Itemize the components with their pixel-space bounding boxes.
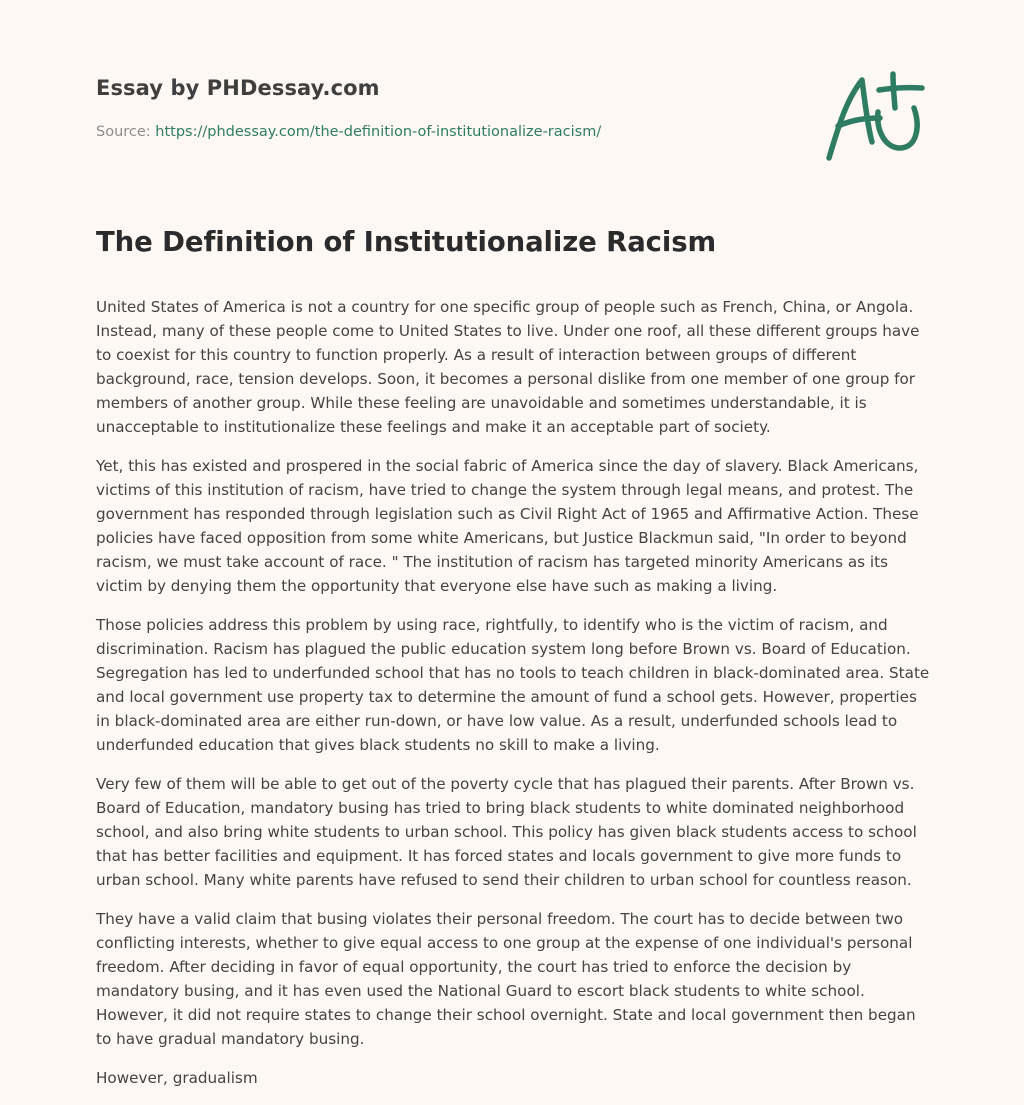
- essay-paragraph: United States of America is not a country for one specific group of people such as French, China, or Angola. Instead, many of these people come to United States to live. Under one roof, all these different groups have to coexist for this country to function properly. As a result of interaction between groups of different background, race, tension develops. Soon, it becomes a personal dislike from one member of one group for members of another group. While these feeling are unavoidable and sometimes understandable, it is unacceptable to institutionalize these feelings and make it an acceptable part of society.: [96, 298, 920, 436]
- essay-paragraph: They have a valid claim that busing violates their personal freedom. The court has to decide between two conflicting interests, whether to give equal access to one group at the expense of one individual's personal freedom. After deciding in favor of equal opportunity, the court has tried to enforce the decision by mandatory busing, and it has even used the National Guard to escort black students to white school. However, it did not require states to change their school overnight. State and local government then began to have gradual mandatory busing.: [96, 910, 916, 1048]
- essay-body: [96, 295, 932, 1105]
- source-link[interactable]: https://phdessay.com/the-definition-of-institutionalize-racism/: [155, 124, 602, 140]
- essay-paragraph: Those policies address this problem by using race, rightfully, to identify who is the victim of racism, and discrimination. Racism has plagued the public education system long before Brown vs. Board of Education. Segregation has led to underfunded school that has no tools to teach children in black-dominated area. State and local government use property tax to determine the amount of fund a school gets. However, properties in black-dominated area are either run-down, or have low value. As a result, underfunded schools lead to underfunded education that gives black students no skill to make a living.: [96, 616, 930, 754]
- a-plus-grade-icon: [822, 68, 928, 166]
- source-label: Source:: [96, 124, 156, 140]
- essay-paragraph: However, gradualism: [96, 1069, 258, 1087]
- essay-paragraph: Yet, this has existed and prospered in the social fabric of America since the day of slavery. Black Americans, victims of this institution of racism, have tried to change the system through legal means, and protest. The government has responded through legislation such as Civil Right Act of 1965 and Affirmative Action. These policies have faced opposition from some white Americans, but Justice Blackmun said, "In order to beyond racism, we must take account of race. " The institution of racism has targeted minority Americans as its victim by denying them the opportunity that everyone else have such as making a living.: [96, 457, 919, 595]
- essay-paragraph: Very few of them will be able to get out of the poverty cycle that has plagued their parents. After Brown vs. Board of Education, mandatory busing has tried to bring black students to white dominated neighborhood school, and also bring white students to urban school. This policy has given black students access to school that has better facilities and equipment. It has forced states and locals government to give more funds to urban school. Many white parents have refused to send their children to urban school for countless reason.: [96, 775, 917, 889]
- source-line: [96, 124, 601, 140]
- brand-title: Essay by PHDessay.com: [96, 76, 380, 100]
- essay-title: The Definition of Institutionalize Racism: [96, 226, 717, 258]
